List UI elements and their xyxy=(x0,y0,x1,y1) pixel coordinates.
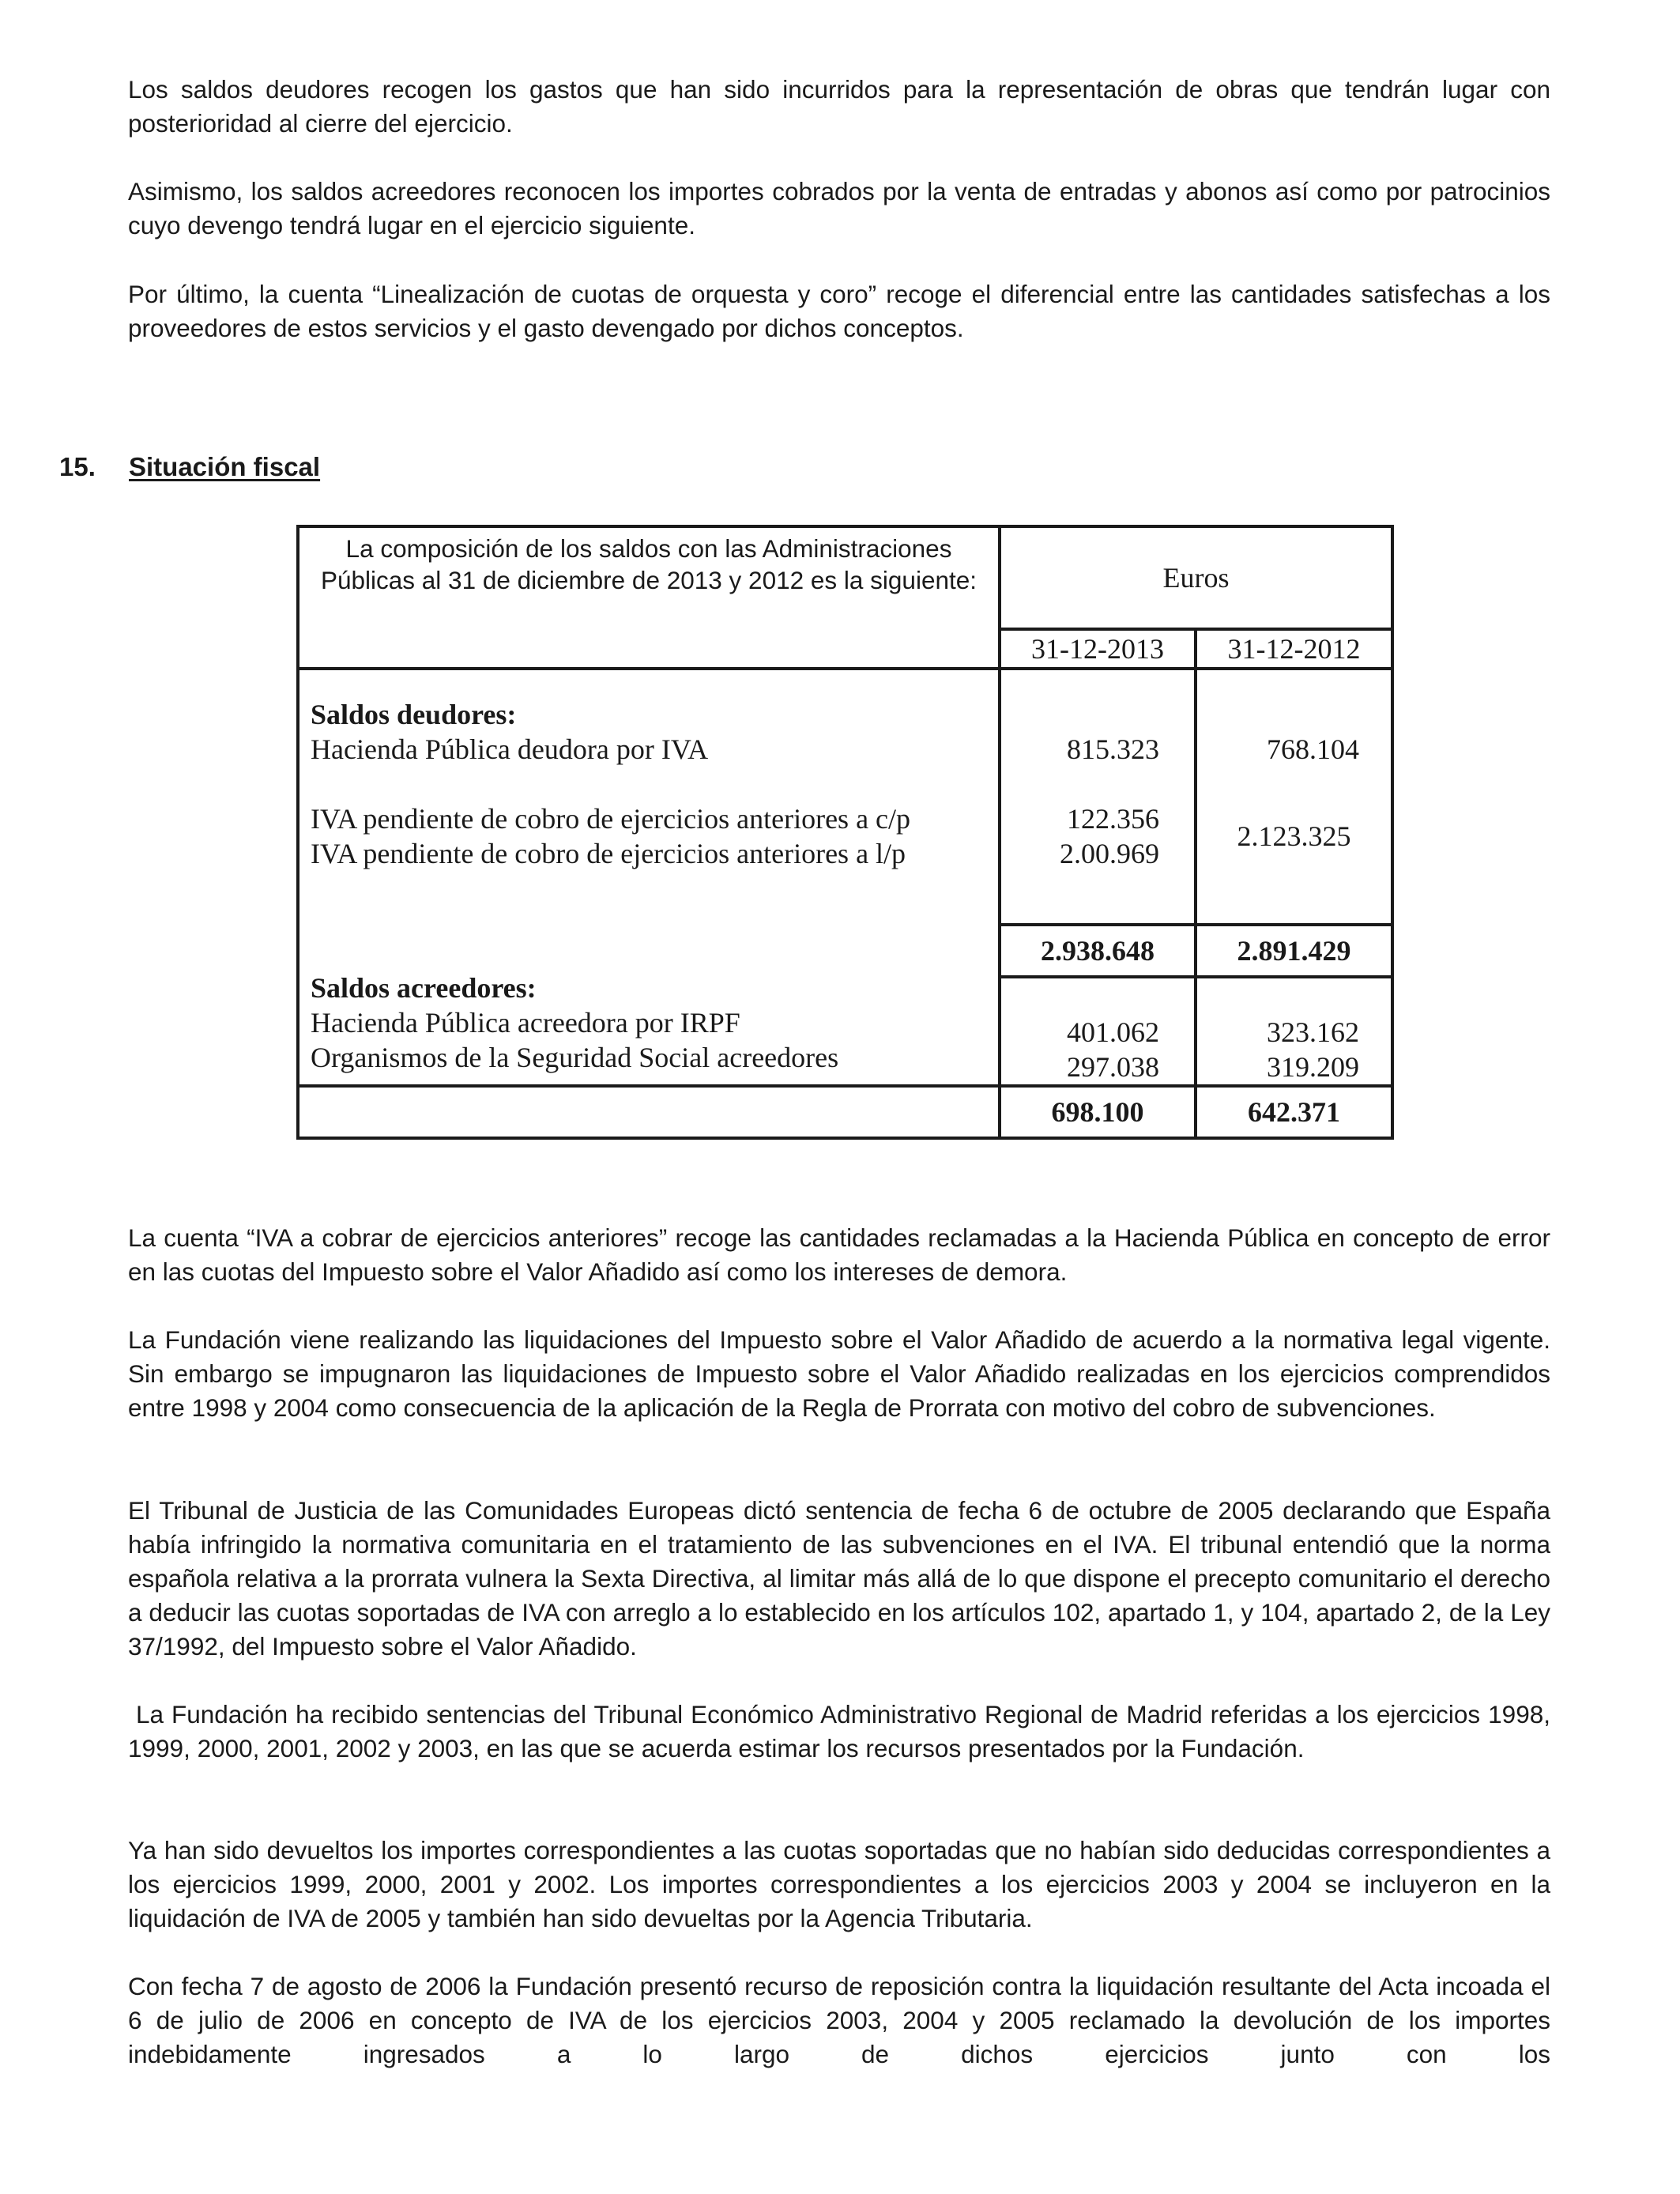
body-paragraph-3: El Tribunal de Justicia de las Comunidades Europeas dictó sentencia de fecha 6 de octubre de 2005 declarando que España había infringido la normativa comunitaria en el tratamiento de las subvenciones en el IVA. El tribunal entendió que la norma española relativa a la prorrata vulnera la Sexta Directiva, al limitar más allá de lo que dispone el precepto comunitario el derecho a deducir las cuotas soportadas de IVA con arreglo a lo establecido en los artículos 102, apartado 1, y 104, apartado 2, de la Ley 37/1992, del Impuesto sobre el Valor Añadido. xyxy=(128,1496,1550,1661)
value-cell: 297.038 xyxy=(1067,1051,1159,1083)
body-paragraph-4: La Fundación ha recibido sentencias del Tribunal Económico Administrativo Regional de Madrid referidas a los ejercicios 1998, 1999, 2000, 2001, 2002 y 2003, en las que se acuerda estimar los recursos presentados por la Fundación. xyxy=(128,1700,1558,1762)
labels-cell xyxy=(298,669,1000,1086)
debtors-heading: Saldos deudores: xyxy=(311,699,517,730)
body-paragraph-5: Ya han sido devueltos los importes correspondientes a las cuotas soportadas que no habían sido deducidas correspondientes a los ejercicios 1999, 2000, 2001 y 2002. Los importes correspondientes a los ejercicios 2003 y 2004 se incluyeron en la liquidación de IVA de 2005 y también han sido devueltas por la Agencia Tributaria. xyxy=(128,1836,1550,1932)
creditors-heading: Saldos acreedores: xyxy=(311,972,537,1004)
debtor-row-label: IVA pendiente de cobro de ejercicios anteriores a c/p xyxy=(311,803,911,835)
debtor-row-label: IVA pendiente de cobro de ejercicios anteriores a l/p xyxy=(311,838,906,869)
intro-paragraph-2: Asimismo, los saldos acreedores reconocen los importes cobrados por la venta de entradas y abonos así como por patrocinios cuyo devengo tendrá lugar en el ejercicio siguiente. xyxy=(128,177,1550,239)
value-cell: 768.104 xyxy=(1267,733,1359,765)
currency-header: Euros xyxy=(1000,526,1392,629)
value-cell: 815.323 xyxy=(1067,733,1159,765)
intro-paragraph-1: Los saldos deudores recogen los gastos que han sido incurridos para la representación de obras que tendrán lugar con posterioridad al cierre del ejercicio. xyxy=(128,75,1550,138)
section-heading xyxy=(59,450,320,484)
creditors-2013-values xyxy=(1000,977,1196,1086)
value-cell: 401.062 xyxy=(1067,1016,1159,1048)
column-header-2012: 31-12-2012 xyxy=(1196,629,1392,669)
value-cell: 323.162 xyxy=(1267,1016,1359,1048)
column-header-2013: 31-12-2013 xyxy=(1000,629,1196,669)
section-number: 15. xyxy=(59,452,96,481)
body-paragraph-6: Con fecha 7 de agosto de 2006 la Fundación presentó recurso de reposición contra la liquidación resultante del Acta incoada el 6 de julio de 2006 en concepto de IVA de los ejercicios 2003, 2004 y 2005 reclamado la devolución de los importes indebidamente ingresados a lo largo de dichos ejercicios junto con los xyxy=(128,1972,1550,2068)
debtors-2012-values xyxy=(1196,669,1392,925)
merged-value-cell: 2.123.325 xyxy=(1237,820,1351,852)
debtors-2013-values xyxy=(1000,669,1196,925)
creditors-2012-values xyxy=(1196,977,1392,1086)
creditors-total-2012: 642.371 xyxy=(1196,1086,1392,1138)
debtor-row-label: Hacienda Pública deudora por IVA xyxy=(311,733,709,765)
fiscal-balances-table xyxy=(296,525,1394,1140)
creditors-total-2013: 698.100 xyxy=(1000,1086,1196,1138)
value-cell: 122.356 xyxy=(1067,803,1159,835)
section-title: Situación fiscal xyxy=(129,452,321,481)
debtors-total-2013: 2.938.648 xyxy=(1000,925,1196,977)
table-caption: La composición de los saldos con las Administraciones Públicas al 31 de diciembre de 2013 y 2012 es la siguiente: xyxy=(298,526,1000,669)
empty-total-label xyxy=(298,1086,1000,1138)
creditor-row-label: Organismos de la Seguridad Social acreedores xyxy=(311,1042,839,1073)
value-cell: 319.209 xyxy=(1267,1051,1359,1083)
value-cell: 2.00.969 xyxy=(1060,838,1159,869)
intro-paragraph-3: Por último, la cuenta “Linealización de cuotas de orquesta y coro” recoge el diferencial entre las cantidades satisfechas a los proveedores de estos servicios y el gasto devengado por dichos conceptos. xyxy=(128,280,1550,342)
debtors-total-2012: 2.891.429 xyxy=(1196,925,1392,977)
creditor-row-label: Hacienda Pública acreedora por IRPF xyxy=(311,1007,740,1039)
body-paragraph-1: La cuenta “IVA a cobrar de ejercicios anteriores” recoge las cantidades reclamadas a la Hacienda Pública en concepto de error en las cuotas del Impuesto sobre el Valor Añadido así como los intereses de demora. xyxy=(128,1223,1550,1286)
body-paragraph-2: La Fundación viene realizando las liquidaciones del Impuesto sobre el Valor Añadido de acuerdo a la normativa legal vigente. Sin embargo se impugnaron las liquidaciones de Impuesto sobre el Valor Añadido realizadas en los ejercicios comprendidos entre 1998 y 2004 como consecuencia de la aplicación de la Regla de Prorrata con motivo del cobro de subvenciones. xyxy=(128,1325,1550,1422)
